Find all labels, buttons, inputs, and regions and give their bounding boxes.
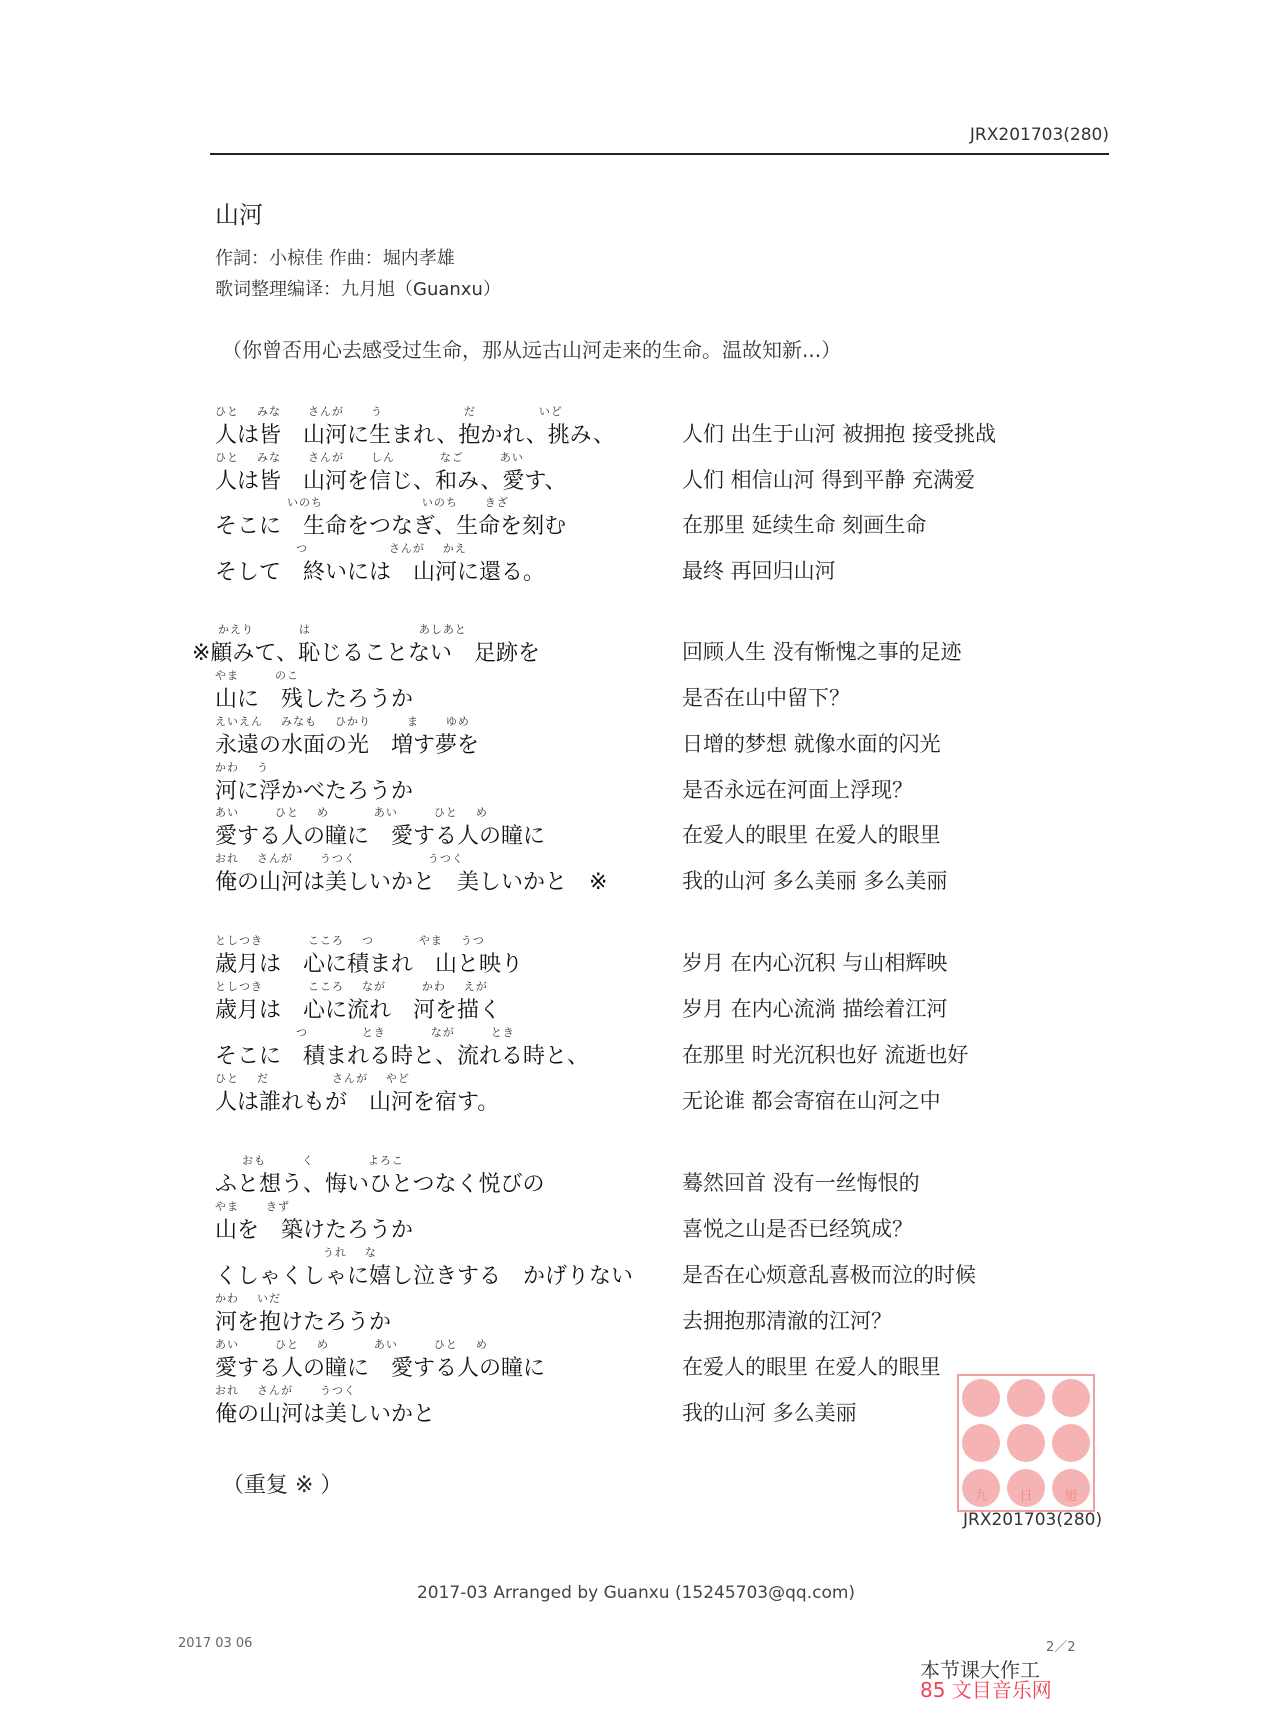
credit-line-translator: 歌词整理编译：九月旭（Guanxu） <box>215 279 501 300</box>
lyric-chinese: 最终 再回归山河 <box>682 559 836 583</box>
furigana: おれ さんが うつく <box>215 1384 356 1397</box>
lyric-japanese: 山に 残したろうか <box>215 687 414 712</box>
lyric-japanese: そして 終いには 山河に還る。 <box>215 560 546 585</box>
furigana: やま のこ <box>215 669 299 682</box>
furigana: ひと みな さんが う だ いど <box>215 405 563 418</box>
furigana: あい ひと め あい ひと め <box>215 1338 488 1351</box>
lyric-chinese: 在爱人的眼里 在爱人的眼里 <box>682 1355 941 1379</box>
lyric-chinese: 是否在山中留下？ <box>682 686 850 710</box>
lyric-japanese: ふと想う、悔いひとつなく悦びの <box>215 1172 545 1197</box>
seal-stamp <box>957 1374 1095 1512</box>
seal-cell <box>1004 1376 1049 1421</box>
lyric-chinese: 人们 出生于山河 被拥抱 接受挑战 <box>682 422 997 446</box>
lyric-line <box>0 1152 1272 1198</box>
furigana: うれ な <box>215 1246 377 1259</box>
page-number: 2／2 <box>1046 1640 1076 1655</box>
intro-text: （你曾否用心去感受过生命，那从远古山河走来的生命。温故知新...） <box>222 338 842 362</box>
seal-chars <box>959 1485 1093 1504</box>
lyric-japanese: そこに 生命をつなぎ、生命を刻む <box>215 514 567 539</box>
lyric-japanese: 愛する人の瞳に 愛する人の瞳に <box>215 1356 546 1381</box>
lyric-japanese: ※顧みて、恥じることない 足跡を <box>192 641 540 666</box>
lyric-chinese: 岁月 在内心流淌 描绘着江河 <box>682 997 948 1021</box>
lyric-japanese: そこに 積まれる時と、流れる時と、 <box>215 1044 590 1069</box>
furigana: かわ いだ <box>215 1292 281 1305</box>
seal-char: 日 <box>1019 1489 1033 1504</box>
lyric-line <box>0 759 1272 805</box>
lyric-line <box>0 540 1272 586</box>
song-title: 山河 <box>215 201 263 229</box>
seal-dot <box>1007 1379 1045 1417</box>
lyric-japanese: 愛する人の瞳に 愛する人の瞳に <box>215 824 546 849</box>
seal-cell <box>1048 1421 1093 1466</box>
credit-line-composer: 作詞：小椋佳 作曲：堀内孝雄 <box>215 248 455 269</box>
seal-dot <box>1052 1379 1090 1417</box>
lyric-japanese: くしゃくしゃに嬉し泣きする かげりない <box>215 1264 634 1289</box>
lyric-line <box>0 850 1272 896</box>
lyric-chinese: 回顾人生 没有惭愧之事的足迹 <box>682 640 962 664</box>
lyric-chinese: 人们 相信山河 得到平静 充满爱 <box>682 468 976 492</box>
document-code-seal: JRX201703(280) <box>963 1510 1103 1530</box>
seal-cell <box>1004 1421 1049 1466</box>
lyric-line <box>0 1024 1272 1070</box>
furigana: ひと みな さんが しん なご あい <box>215 451 524 464</box>
lyric-line <box>0 1198 1272 1244</box>
furigana: かえり は あしあと <box>218 623 467 636</box>
seal-cell <box>959 1421 1004 1466</box>
lyric-chinese: 岁月 在内心沉积 与山相辉映 <box>682 951 948 975</box>
lyric-chinese: 蓦然回首 没有一丝悔恨的 <box>682 1171 920 1195</box>
lyric-line <box>0 932 1272 978</box>
furigana: つ とき なが とき <box>215 1026 515 1039</box>
lyric-japanese: 河に浮かべたろうか <box>215 779 414 804</box>
furigana: えいえん みなも ひかり ま ゆめ <box>215 715 470 728</box>
furigana: おも く よろこ <box>215 1154 404 1167</box>
lyric-line <box>0 713 1272 759</box>
lyric-japanese: 歳月は 心に積まれ 山と映り <box>215 952 524 977</box>
lyric-line <box>0 403 1272 449</box>
furigana: つ さんが かえ <box>215 542 467 555</box>
lyric-line <box>0 621 1272 667</box>
lyric-line <box>0 804 1272 850</box>
footer-credit: 2017-03 Arranged by Guanxu (15245703@qq.com) <box>416 1583 856 1603</box>
seal-char: 九 <box>974 1489 988 1504</box>
lyric-japanese: 永遠の水面の光 増す夢を <box>215 733 480 758</box>
lyric-japanese: 河を抱けたろうか <box>215 1310 392 1335</box>
repeat-note: （重复 ※ ） <box>222 1473 343 1498</box>
lyric-japanese: 俺の山河は美しいかと 美しいかと ※ <box>215 870 608 895</box>
lyric-japanese: 人は皆 山河を信じ、和み、愛す、 <box>215 469 567 494</box>
document-code-top: JRX201703(280) <box>969 125 1109 145</box>
lyric-line <box>0 1290 1272 1336</box>
lyric-chinese: 我的山河 多么美丽 多么美丽 <box>682 869 948 893</box>
seal-cell <box>1048 1376 1093 1421</box>
lyric-japanese: 人は誰れもが 山河を宿す。 <box>215 1090 500 1115</box>
furigana: おれ さんが うつく うつく <box>215 852 464 865</box>
seal-dot <box>1052 1424 1090 1462</box>
lyric-chinese: 在爱人的眼里 在爱人的眼里 <box>682 823 941 847</box>
furigana: やま きず <box>215 1200 290 1213</box>
lyric-chinese: 我的山河 多么美丽 <box>682 1401 857 1425</box>
credits <box>215 243 501 305</box>
cutoff-text: 本节课大作工 85 文目音乐网 <box>920 1658 1052 1702</box>
furigana: かわ う <box>215 761 269 774</box>
seal-dot <box>1007 1424 1045 1462</box>
lyric-line <box>0 1244 1272 1290</box>
lyric-line <box>0 494 1272 540</box>
lyric-chinese: 是否永远在河面上浮现？ <box>682 778 913 802</box>
furigana: としつき こころ つ やま うつ <box>215 934 485 947</box>
cutoff-watermark <box>920 1658 1190 1702</box>
lyric-chinese: 日增的梦想 就像水面的闪光 <box>682 732 941 756</box>
lyric-chinese: 在那里 时光沉积也好 流逝也好 <box>682 1043 969 1067</box>
furigana: いのち いのち きざ <box>215 496 509 509</box>
lyric-chinese: 是否在心烦意乱喜极而泣的时候 <box>682 1263 976 1287</box>
print-date: 2017 03 06 <box>178 1636 253 1651</box>
lyric-chinese: 去拥抱那清澈的江河？ <box>682 1309 892 1333</box>
furigana: としつき こころ なが かわ えが <box>215 980 488 993</box>
lyric-line <box>0 1070 1272 1116</box>
lyric-chinese: 无论谁 都会寄宿在山河之中 <box>682 1089 941 1113</box>
lyric-japanese: 俺の山河は美しいかと <box>215 1402 436 1427</box>
lyric-line <box>0 667 1272 713</box>
lyric-chinese: 在那里 延续生命 刻画生命 <box>682 513 927 537</box>
lyric-chinese: 喜悦之山是否已经筑成？ <box>682 1217 913 1241</box>
seal-dot <box>962 1379 1000 1417</box>
header-rule <box>210 153 1109 155</box>
seal-cell <box>959 1376 1004 1421</box>
lyric-japanese: 歳月は 心に流れ 河を描く <box>215 998 502 1023</box>
furigana: ひと だ さんが やど <box>215 1072 410 1085</box>
lyric-japanese: 山を 築けたろうか <box>215 1218 414 1243</box>
seal-char: 旭 <box>1064 1489 1078 1504</box>
seal-dot <box>962 1424 1000 1462</box>
lyric-japanese: 人は皆 山河に生まれ、抱かれ、挑み、 <box>215 423 615 448</box>
lyric-line <box>0 449 1272 495</box>
lyric-line <box>0 978 1272 1024</box>
furigana: あい ひと め あい ひと め <box>215 806 488 819</box>
